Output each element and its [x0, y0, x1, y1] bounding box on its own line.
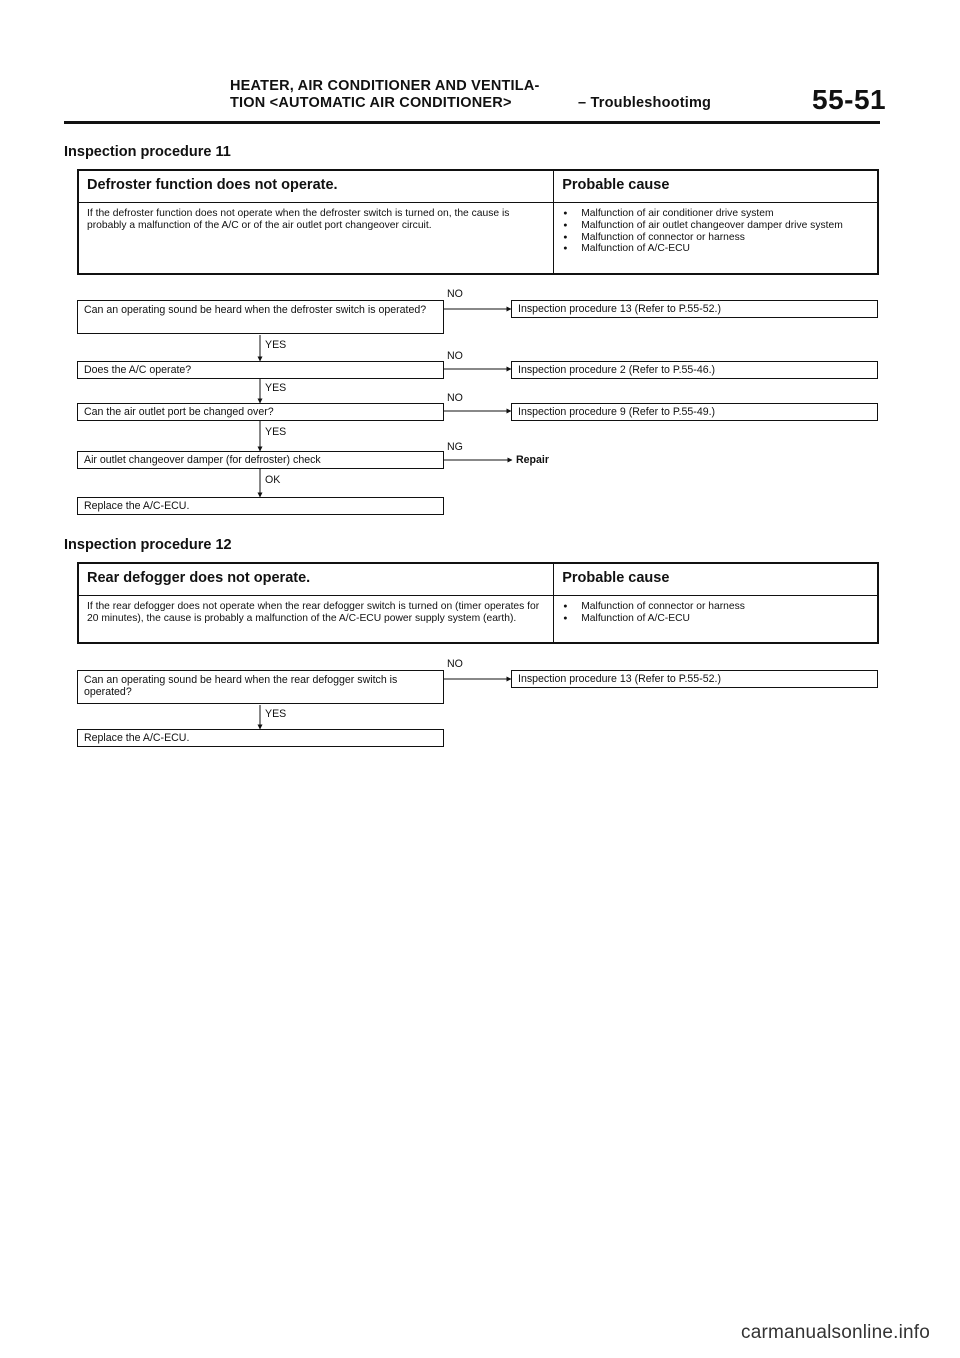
proc11-question-1: Can an operating sound be heard when the defroster switch is operated?	[77, 300, 444, 334]
proc11-comment: If the defroster function does not operate when the defroster switch is turned on, the cause is probably a malfunction of the A/C or of the air outlet port changeover circuit.	[78, 203, 554, 275]
proc11-q3-no-result: Inspection procedure 9 (Refer to P.55-49.)	[511, 403, 878, 421]
header-title-line2: TION <AUTOMATIC AIR CONDITIONER>	[230, 95, 512, 111]
proc11-final-action: Replace the A/C-ECU.	[77, 497, 444, 515]
proc11-q4-ok-label: OK	[265, 474, 281, 486]
list-item: ● Malfunction of connector or harness	[562, 232, 869, 244]
proc11-q1-yes-label: YES	[265, 339, 287, 351]
proc11-question-4: Air outlet changeover damper (for defroster) check	[77, 451, 444, 469]
list-item: ● Malfunction of connector or harness	[562, 601, 869, 613]
header-section: – Troubleshootimg	[578, 95, 712, 111]
proc11-cause-header: Probable cause	[554, 170, 878, 203]
proc11-question-3: Can the air outlet port be changed over?	[77, 403, 444, 421]
proc11-q1-no-result: Inspection procedure 13 (Refer to P.55-52.)	[511, 300, 878, 318]
proc11-q2-yes-label: YES	[265, 382, 287, 394]
list-item: ● Malfunction of A/C-ECU	[562, 613, 869, 625]
proc11-symptom: Defroster function does not operate.	[78, 170, 554, 203]
proc11-q3-no-label: NO	[447, 392, 463, 404]
proc11-q2-no-result: Inspection procedure 2 (Refer to P.55-46.)	[511, 361, 878, 379]
proc11-q4-ng-label: NG	[447, 441, 463, 453]
proc11-question-2: Does the A/C operate?	[77, 361, 444, 379]
proc12-final-action: Replace the A/C-ECU.	[77, 729, 444, 747]
proc12-cause-header: Probable cause	[554, 563, 878, 596]
list-item: ● Malfunction of air conditioner drive system	[562, 208, 869, 220]
proc12-title: Inspection procedure 12	[64, 537, 232, 553]
proc12-cause-list	[554, 596, 878, 644]
proc12-cause-table	[77, 562, 879, 644]
proc12-question-1: Can an operating sound be heard when the rear defogger switch is operated?	[77, 670, 444, 704]
proc12-symptom: Rear defogger does not operate.	[78, 563, 554, 596]
proc12-q1-no-result: Inspection procedure 13 (Refer to P.55-52.)	[511, 670, 878, 688]
proc11-q1-no-label: NO	[447, 288, 463, 300]
proc11-title: Inspection procedure 11	[64, 144, 231, 160]
header-title-line1: HEATER, AIR CONDITIONER AND VENTILA-	[230, 78, 540, 94]
list-item: ● Malfunction of air outlet changeover damper drive system	[562, 220, 869, 232]
proc11-q2-no-label: NO	[447, 350, 463, 362]
proc11-q4-ng-result: Repair	[516, 454, 549, 466]
page-number: 55-51	[812, 84, 887, 115]
proc12-q1-yes-label: YES	[265, 708, 287, 720]
footer-watermark: carmanualsonline.info	[741, 1322, 931, 1343]
proc12-comment: If the rear defogger does not operate when the rear defogger switch is turned on (timer operates for 20 minutes), the cause is probably a malfunction of the A/C-ECU power supply system (earth).	[78, 596, 554, 644]
proc11-q3-yes-label: YES	[265, 426, 287, 438]
list-item: ● Malfunction of A/C-ECU	[562, 243, 869, 255]
proc12-q1-no-label: NO	[447, 658, 463, 670]
